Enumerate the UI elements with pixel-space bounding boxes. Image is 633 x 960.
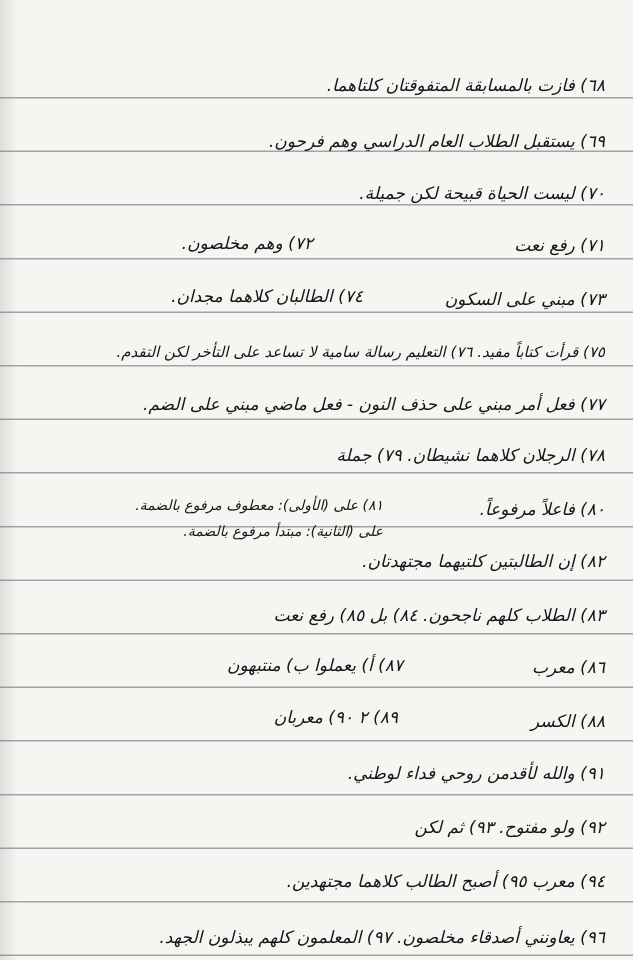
answer-70: ٧٠) ليست الحياة قبيحة لكن جميلة. xyxy=(359,184,605,204)
answer-83-85: ٨٣) الطلاب كلهم ناجحون. ٨٤) بل ٨٥) رفع نعت xyxy=(273,606,605,626)
page-edge-shadow xyxy=(0,0,18,960)
answer-91: ٩١) والله لأقدمن روحي فداء لوطني. xyxy=(347,764,605,784)
answer-72: ٧٢) وهم مخلصون. xyxy=(181,234,313,254)
answer-78-79: ٧٨) الرجلان كلاهما نشيطان. ٧٩) جملة xyxy=(336,446,605,466)
answer-89-90: ٨٩) ٢ ٩٠) معربان xyxy=(273,708,398,728)
answer-71: ٧١) رفع نعت xyxy=(514,236,605,256)
answer-94-95: ٩٤) معرب ٩٥) أصبح الطالب كلاهما مجتهدين. xyxy=(286,872,605,892)
answer-73: ٧٣) مبني على السكون xyxy=(444,290,605,310)
answer-69: ٦٩) يستقبل الطلاب العام الدراسي وهم فرحون. xyxy=(268,132,605,152)
answer-82: ٨٢) إن الطالبتين كلتيهما مجتهدتان. xyxy=(362,552,605,572)
answer-81-first: ٨١) على (الأولى): معطوف مرفوع بالضمة. xyxy=(135,498,383,514)
answer-75-76: ٧٥) قرأت كتاباً مفيد. ٧٦) التعليم رسالة سامية لا تساعد على التأخر لكن التقدم. xyxy=(116,343,605,361)
answer-68: ٦٨) فازت بالمسابقة المتفوقتان كلتاهما. xyxy=(326,76,605,96)
answer-77: ٧٧) فعل أمر مبني على حذف النون - فعل ماضي مبني على الضم. xyxy=(142,395,605,415)
answer-96-97: ٩٦) يعاونني أصدقاء مخلصون. ٩٧) المعلمون كلهم يبذلون الجهد. xyxy=(159,928,605,948)
answer-88: ٨٨) الكسر xyxy=(530,712,605,732)
answer-80: ٨٠) فاعلاً مرفوعاً. xyxy=(479,500,605,520)
answer-81-second: على (الثانية): مبتدأ مرفوع بالضمة. xyxy=(183,524,383,540)
answer-92-93: ٩٢) ولو مفتوح. ٩٣) ثم لكن xyxy=(414,818,605,838)
answer-74: ٧٤) الطالبان كلاهما مجدان. xyxy=(171,287,363,307)
answer-86: ٨٦) معرب xyxy=(532,658,605,678)
answer-87: ٨٧) أ) يعملوا ب) منتبهون xyxy=(227,656,403,676)
